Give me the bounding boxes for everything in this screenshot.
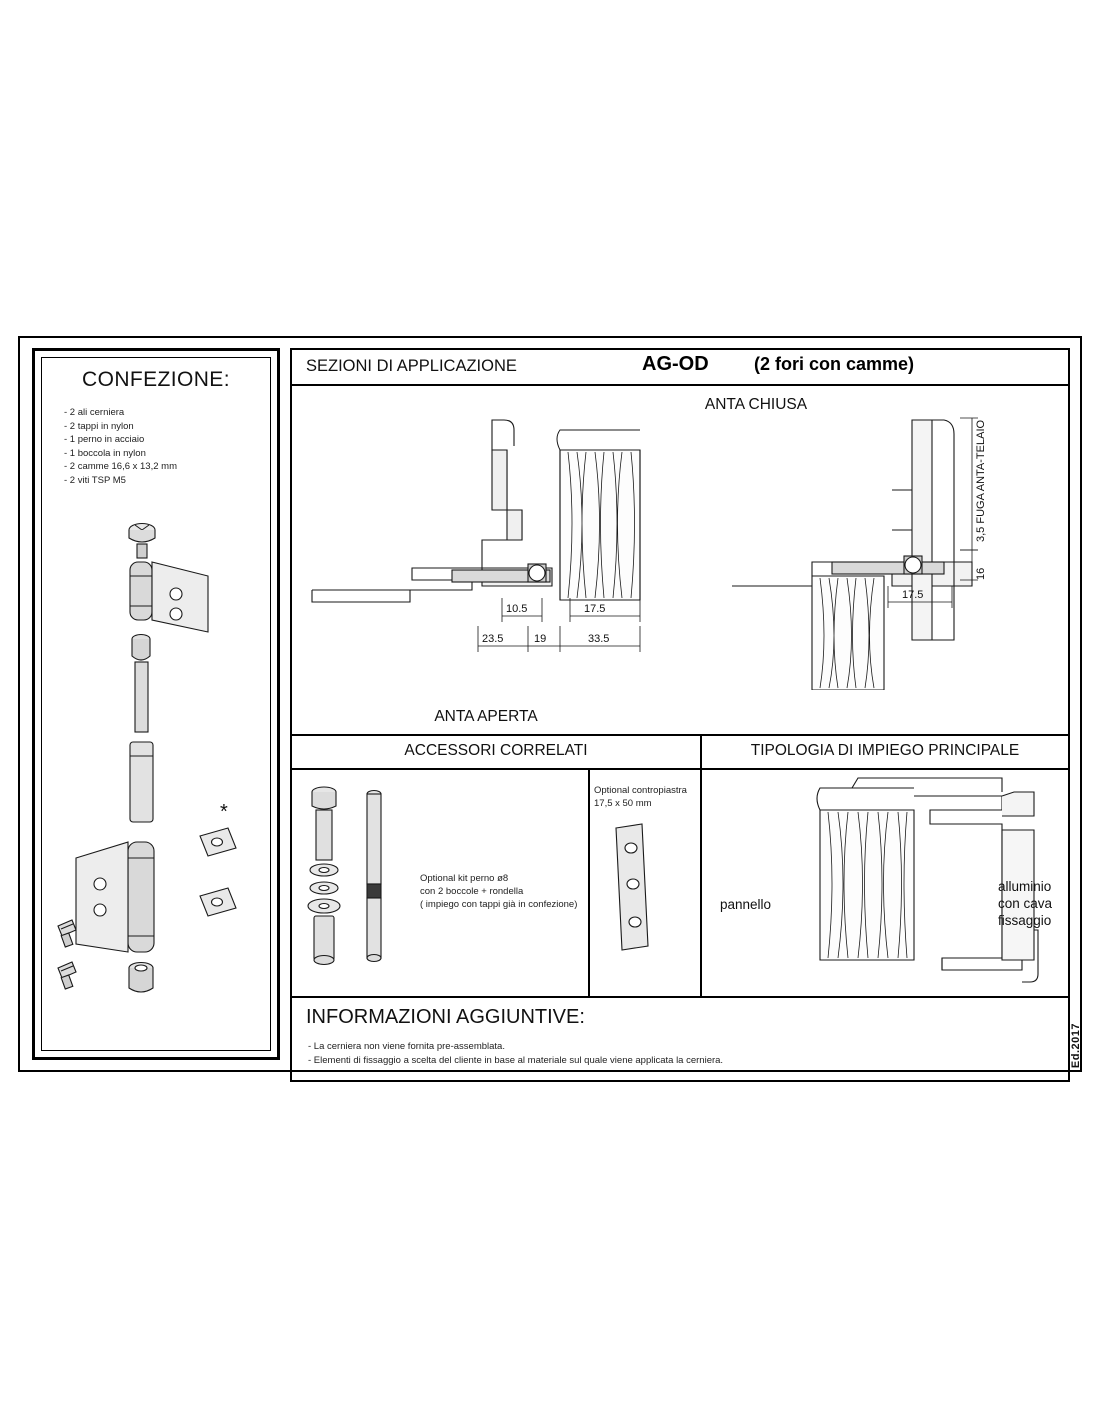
kit-note [420,872,580,911]
header-bar [290,348,1070,384]
tipologia-title: TIPOLOGIA DI IMPIEGO PRINCIPALE [750,742,1020,759]
confezione-panel [32,348,280,1060]
label-alluminio-line-3: fissaggio [997,913,1052,928]
list-item: - 2 viti TSP M5 [64,474,126,486]
svg-text:19: 19 [534,633,547,645]
sections-title: SEZIONI DI APPLICAZIONE [306,357,517,375]
list-item: - 2 camme 16,6 x 13,2 mm [64,461,177,472]
plate-note-line-1: Optional contropiastra [594,785,687,796]
tipologia-panel [702,736,1068,996]
svg-text:17.5: 17.5 [584,603,606,615]
svg-text:33.5: 33.5 [588,633,610,645]
svg-text:23.5: 23.5 [482,633,504,645]
label-alluminio [998,878,1052,929]
list-item: - 2 ali cerniera [64,407,125,418]
application-sections [290,384,1070,736]
confezione-item-list [64,406,264,487]
panel-sub-divider [588,768,590,996]
plate-note [594,784,704,810]
accessori-title: ACCESSORI CORRELATI [404,742,588,759]
svg-text:3,5 FUGA ANTA-TELAIO: 3,5 FUGA ANTA-TELAIO [975,419,987,542]
edition-label: Ed.2017 [1070,1022,1082,1068]
informazioni-lines [308,1040,723,1068]
confezione-title: CONFEZIONE: [82,368,230,391]
list-item: - 1 boccola in nylon [64,447,146,459]
datasheet-frame [18,336,1082,1072]
label-alluminio-line-2: con cava [997,896,1052,911]
hinge-exploded-drawing [50,506,272,1036]
list-item: - 2 tappi in nylon [64,420,134,432]
info-line: - La cerniera non viene fornita pre-assemblata. [308,1041,505,1052]
informazioni-panel [290,998,1070,1082]
kit-note-line-1: Optional kit perno ø8 [420,873,509,884]
list-item: - 1 perno in acciaio [64,434,145,445]
informazioni-title: INFORMAZIONI AGGIUNTIVE: [306,1006,585,1028]
kit-note-line-3: ( impiego con tappi già in confezione) [420,899,578,910]
svg-text:17.5: 17.5 [902,589,924,601]
label-pannello: pannello [720,897,772,912]
product-description: (2 fori con camme) [754,354,915,374]
section-caption-open: ANTA APERTA [434,708,538,725]
info-line: - Elementi di fissaggio a scelta del cliente in base al materiale sul quale viene applicata la cerniera. [308,1055,724,1066]
middle-row [290,736,1070,998]
accessori-panel [292,736,702,996]
svg-text:16: 16 [975,567,987,580]
kit-note-line-2: con 2 boccole + rondella [420,886,524,897]
asterisk-marker: * [220,801,228,823]
label-alluminio-line-1: alluminio [997,879,1052,894]
section-caption-closed: ANTA CHIUSA [704,396,808,413]
svg-text:10.5: 10.5 [506,603,528,615]
plate-note-line-2: 17,5 x 50 mm [594,798,652,809]
confezione-inner-border [41,357,271,1051]
right-column [290,348,1070,1066]
product-code: AG-OD [642,353,709,375]
